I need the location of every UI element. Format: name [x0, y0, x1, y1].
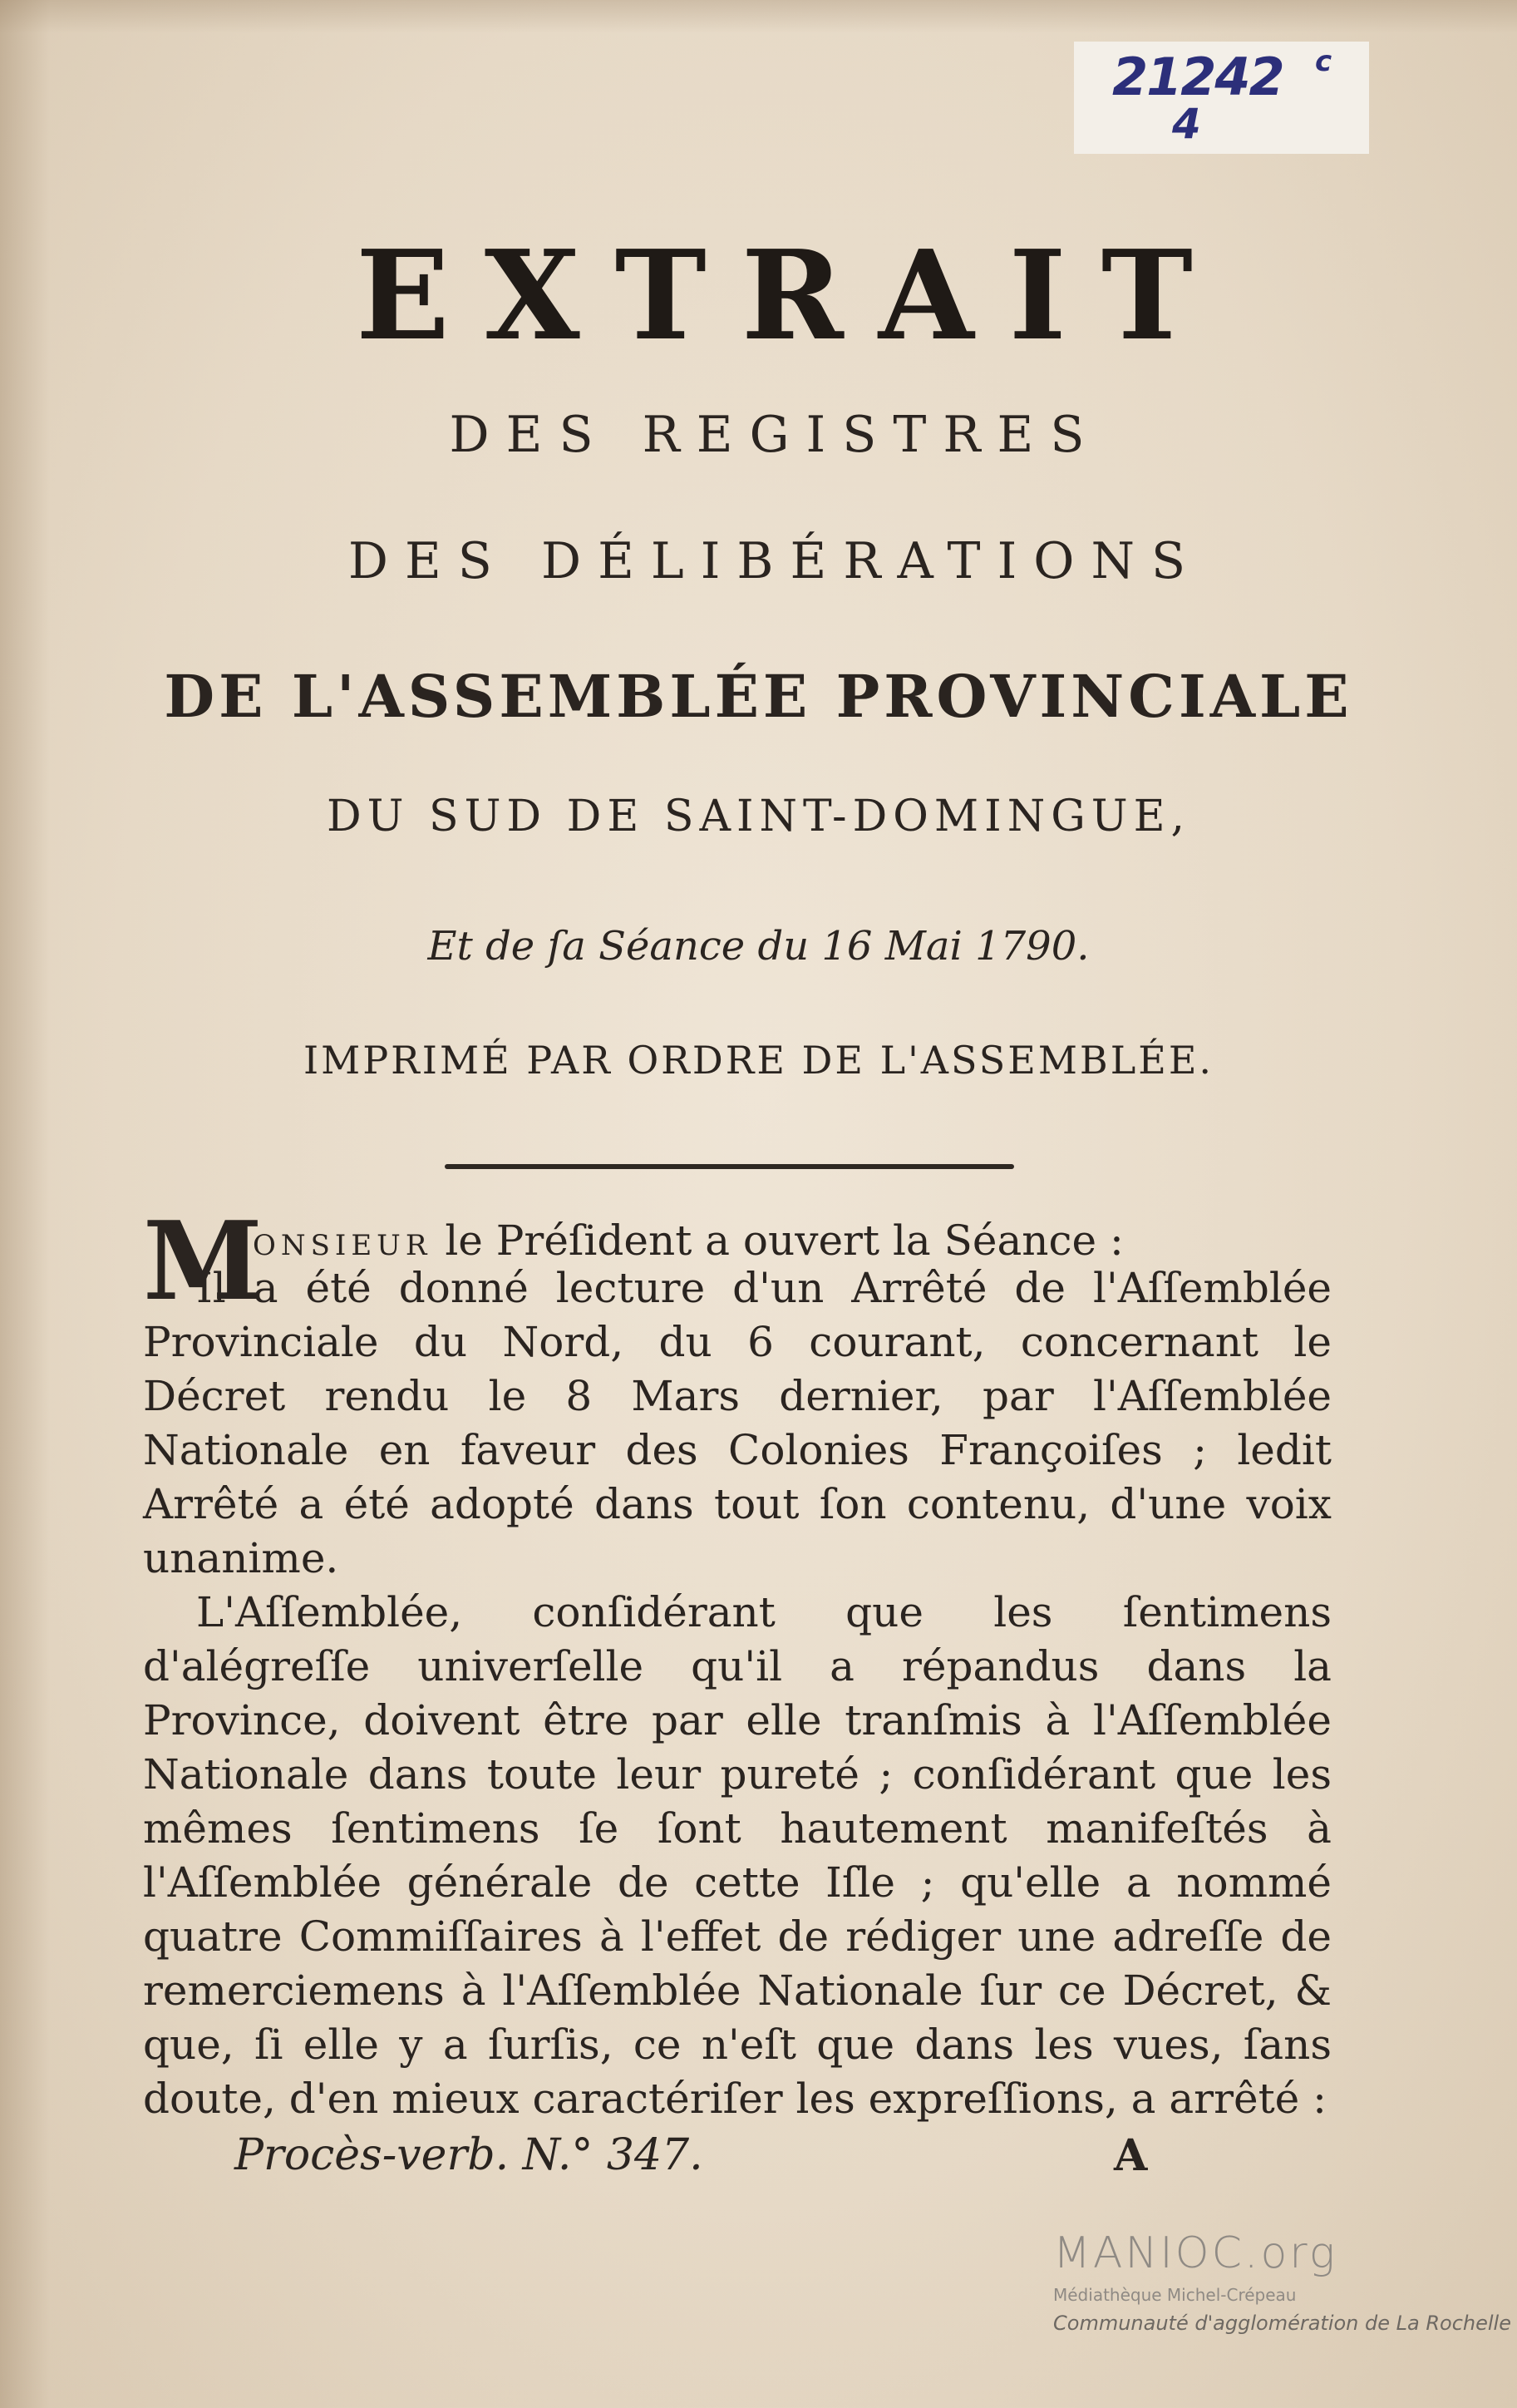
- manioc-logo: MANIOC.org: [1053, 2228, 1337, 2278]
- title-extrait: EXTRAIT: [356, 223, 1228, 368]
- title-sud: DU SUD DE SAINT-DOMINGUE,: [326, 792, 1191, 841]
- page-top-shadow: [0, 0, 1517, 33]
- title-imprime: IMPRIMÉ PAR ORDRE DE L'ASSEMBLÉE.: [303, 1038, 1214, 1083]
- drop-cap: M: [143, 1197, 263, 1325]
- opening-smallcaps: ONSIEUR: [253, 1229, 432, 1262]
- shelfmark-volume: 4: [1172, 100, 1201, 148]
- shelfmark-number: 21242: [1112, 47, 1283, 107]
- proces-verbal-reference: Procès-verb. N.° 347.: [234, 2130, 703, 2180]
- signature-mark: A: [1114, 2130, 1148, 2181]
- opening-rest: le Préſident a ouvert la Séance :: [431, 1216, 1124, 1265]
- title-assemblee: DE L'ASSEMBLÉE PROVINCIALE: [164, 662, 1353, 731]
- manioc-watermark: [1053, 2228, 1511, 2335]
- body-text: [143, 1197, 1332, 2126]
- title-registres: DES REGISTRES: [449, 406, 1101, 464]
- shelfmark-label: [1074, 42, 1369, 154]
- opening-line: [143, 1197, 1332, 1325]
- title-seance-date: Et de ſa Séance du 16 Mai 1790.: [427, 923, 1090, 970]
- paragraph-2: L'Aſſemblée, conſidérant que les ſentimens d'alégreſſe univerſelle qu'il a répandus dans la Province, doivent être par elle tranſmis à l'Aſſemblée Nationale dans toute leur pureté ; conſidérant que les mêmes ſentimens ſe ſont hautement manifeſtés à l'Aſſemblée générale de cette Iſle ; qu'elle a nommé quatre Commiſſaires à l'effet de rédiger une adreſſe de remerciemens à l'Aſſemblée Nationale ſur ce Décret, & que, ſi elle y a ſurſis, ce n'eſt que dans les vues, ſans doute, d'en mieux caractériſer les expreſſions, a arrêté :: [143, 1588, 1332, 2123]
- paragraph-1: Il a été donné lecture d'un Arrêté de l'Aſſemblée Provinciale du Nord, du 6 courant, concernant le Décret rendu le 8 Mars dernier, par l'Aſſemblée Nationale en faveur des Colonies Françoiſes ; ledit Arrêté a été adopté dans tout ſon contenu, d'une voix unanime.: [143, 1264, 1332, 1582]
- ornamental-rule: [445, 1164, 1014, 1169]
- opening-text: [253, 1214, 1124, 1273]
- title-deliberations: DES DÉLIBÉRATIONS: [347, 532, 1203, 590]
- manioc-community: Communauté d'agglomération de La Rochelle: [1053, 2312, 1511, 2335]
- manioc-library: Médiathèque Michel-Crépeau: [1053, 2285, 1297, 2305]
- shelfmark-suffix: c: [1315, 45, 1332, 78]
